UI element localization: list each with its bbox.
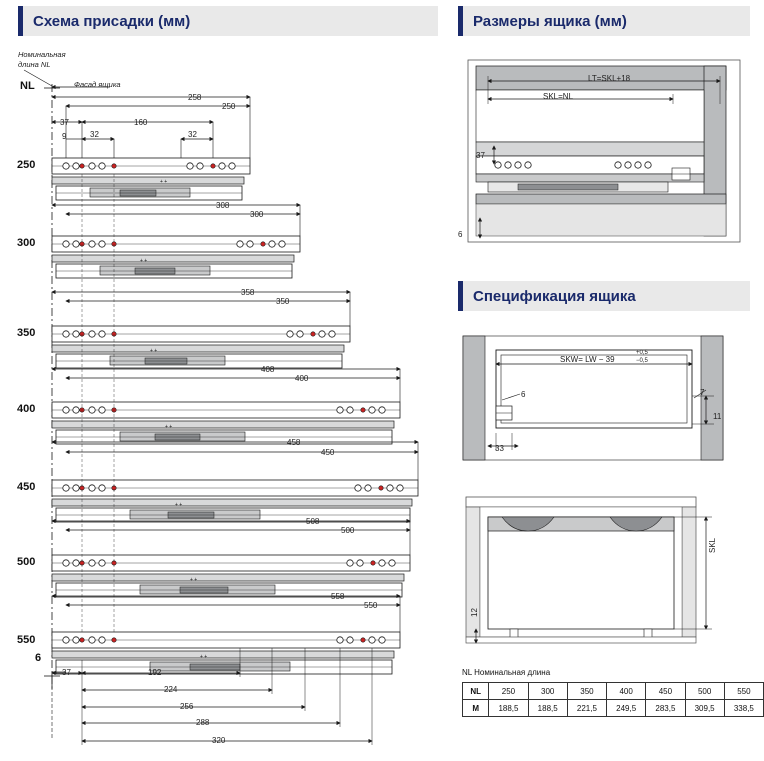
dim-bottom-37: 37 — [62, 668, 71, 677]
dim-bottom-6: 6 — [35, 652, 42, 664]
dim-32-left: 32 — [90, 130, 99, 139]
dim-bottom-288: 288 — [196, 718, 210, 727]
svg-text:+ +: + + — [150, 348, 158, 354]
nominal-length-label-line1: Номинальная — [18, 50, 66, 59]
nl-table-m-400: 249,5 — [607, 700, 646, 717]
drawer-spec-topview — [458, 328, 750, 468]
dim-row-408: 408 — [261, 365, 275, 374]
dim-9: 9 — [62, 132, 67, 141]
drawer-spec-frontview — [458, 485, 750, 655]
dim-6-right: 6 — [458, 230, 463, 239]
dim-skw: SKW= LW − 39 — [560, 355, 615, 364]
row-nl-500: 500 — [17, 556, 36, 568]
dim-top-250: 250 — [222, 102, 236, 111]
nl-table-header-nl: NL — [463, 683, 489, 700]
dim-row-458: 458 — [287, 438, 301, 447]
row-nl-250: 250 — [17, 159, 36, 171]
dim-skl-vertical: SKL — [708, 537, 717, 553]
row-nl-450: 450 — [17, 481, 36, 493]
nl-table-m-250: 188,5 — [489, 700, 528, 717]
dim-bottom-256: 256 — [180, 702, 194, 711]
nominal-length-label-line2: длина NL — [18, 60, 51, 69]
drilling-scheme-diagram — [0, 40, 450, 755]
dim-skw-tol-top: +0,5 — [636, 350, 648, 356]
nl-table-header-500: 500 — [685, 683, 724, 700]
row-nl-350: 350 — [17, 327, 36, 339]
row-nl-400: 400 — [17, 403, 36, 415]
dim-top-258: 258 — [188, 93, 202, 102]
nl-table-m-300: 188,5 — [528, 700, 567, 717]
dim-spec-6: 6 — [521, 390, 526, 399]
nl-table-header-350: 350 — [567, 683, 606, 700]
dim-bottom-224: 224 — [164, 685, 178, 694]
dim-spec-11: 11 — [713, 412, 722, 421]
section-title-drilling-scheme-label: Схема присадки (мм) — [33, 12, 191, 30]
dim-37-right: 37 — [476, 151, 485, 160]
nl-table-m-500: 309,5 — [685, 700, 724, 717]
drawer-dimensions-drawing — [458, 48, 750, 263]
svg-text:+ +: + + — [160, 179, 168, 185]
dim-row-508: 508 — [306, 517, 320, 526]
dim-spec-12: 12 — [470, 608, 479, 617]
dim-row-400: 400 — [295, 374, 309, 383]
nl-table-header-250: 250 — [489, 683, 528, 700]
drilling-scheme-drawing — [0, 40, 450, 755]
dim-row-450: 450 — [321, 448, 335, 457]
svg-text:+ +: + + — [165, 424, 173, 430]
nl-table-m-450: 283,5 — [646, 700, 685, 717]
facade-label: Фасад ящика — [74, 80, 121, 89]
dim-spec-7: 7 — [700, 388, 705, 397]
section-title-drawer-spec-label: Спецификация ящика — [473, 287, 636, 305]
nl-table-header-550: 550 — [724, 683, 763, 700]
dim-bottom-320: 320 — [212, 736, 226, 745]
section-title-drilling-scheme — [18, 6, 438, 36]
dim-37: 37 — [60, 118, 69, 127]
svg-text:+ +: + + — [140, 258, 148, 264]
nl-table-row-m-label: M — [463, 700, 489, 717]
dim-160: 160 — [134, 118, 148, 127]
nl-table-row-m — [463, 700, 764, 717]
nl-table-m-550: 338,5 — [724, 700, 763, 717]
nl-marker: NL — [20, 80, 35, 92]
dim-bottom-192: 192 — [148, 668, 162, 677]
svg-text:+ +: + + — [200, 654, 208, 660]
nl-table-m-350: 221,5 — [567, 700, 606, 717]
nl-table-header-450: 450 — [646, 683, 685, 700]
dim-row-558: 558 — [331, 592, 345, 601]
nl-table-header-400: 400 — [607, 683, 646, 700]
row-nl-550: 550 — [17, 634, 36, 646]
dim-row-308: 308 — [216, 201, 230, 210]
dim-lt: LT=SKL+18 — [588, 74, 631, 83]
nl-table-header-300: 300 — [528, 683, 567, 700]
row-nl-300: 300 — [17, 237, 36, 249]
dim-skw-tol-bottom: −0,5 — [636, 358, 648, 364]
dim-row-350: 350 — [276, 297, 290, 306]
nl-table-caption: NL Номинальная длина — [462, 668, 551, 677]
section-title-drawer-spec — [458, 281, 750, 311]
dim-row-500: 500 — [341, 526, 355, 535]
dim-row-300: 300 — [250, 210, 264, 219]
svg-text:+ +: + + — [190, 577, 198, 583]
dim-32-right: 32 — [188, 130, 197, 139]
dim-spec-33: 33 — [495, 444, 504, 453]
dim-skl: SKL=NL — [543, 92, 574, 101]
section-title-drawer-dimensions-label: Размеры ящика (мм) — [473, 12, 627, 30]
dim-row-358: 358 — [241, 288, 255, 297]
svg-text:+ +: + + — [175, 502, 183, 508]
dim-row-550: 550 — [364, 601, 378, 610]
nl-table — [462, 682, 764, 717]
nl-table-header-row — [463, 683, 764, 700]
section-title-drawer-dimensions — [458, 6, 750, 36]
